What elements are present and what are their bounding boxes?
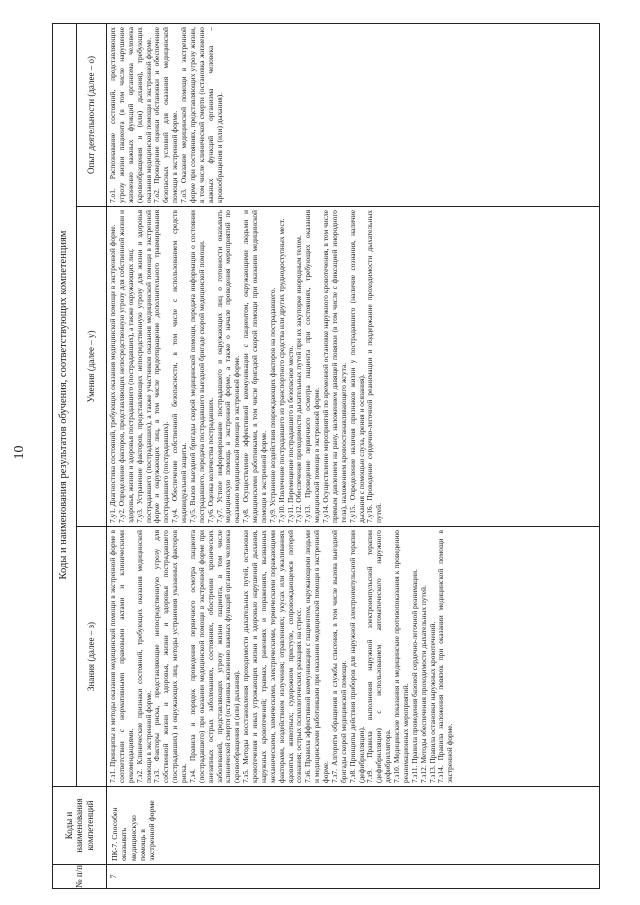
experience-item: 7.о1. Распознавание состояний, представляющих угрозу жизни пациента (в том числе нарушение жизненно важных функций организма человека (кровообращения и (или) дыхания), требующих оказания медицинской помощи в экстренной форме. xyxy=(108,27,153,203)
header-skills: Умения (далее – у) xyxy=(77,206,107,526)
skill-item: 7.у6. Оценка количества пострадавших. xyxy=(205,397,215,523)
skill-item: 7.у12. Обеспечение проходимости дыхательных путей при их закупорке инородным телом. xyxy=(294,235,304,523)
knowledge-item: 7.з1. Принципы и методы оказания медицинской помощи в экстренной форме в соответствии с нормативными правовыми актами и клиническими рекомендациями. xyxy=(108,530,135,783)
skill-item: 7.у16. Проведение сердечно-легочной реанимации и поддержание проходимости дыхательных путей. xyxy=(365,210,384,523)
skill-item: 7.у10. Извлечение пострадавшего из транспортного средства или других труднодоступных мест. xyxy=(276,218,286,523)
knowledge-item: 7.з4. Правила и порядок проведения первичного осмотра пациента (пострадавшего) при оказании медицинской помощи в экстренной форме при внезапных острых заболеваниях, состояниях, обострении хронических заболеваний, представляющих угрозу жизни пациента, в том числе клинической смерти (остановка жизненно важных функций организма человека (кровообращения и (или) дыхания). xyxy=(187,530,242,783)
knowledge-item: 7.з5. Методы восстановления проходимости дыхательных путей, остановки кровотечения и иных угрожающих жизни и здоровью нарушений дыхания, наружных кровотечений; травмах, ранениях и поражениях, вызванных механическими, химическими, электрическими, термическими поражающими факторами, воздействием излучения; отравлениях; укусах или ужаливаниях ядовитых животных; судорожном приступе, сопровождающемся потерей сознания; острых психологических реакциях на стресс. xyxy=(241,530,304,783)
header-results-title: Коды и наименования результатов обучения, соответствующих компетенциям xyxy=(53,24,77,786)
knowledge-item: 7.з14. Правила наложения повязок при оказании медицинской помощи в экстренной форме. xyxy=(436,530,455,783)
skill-item: 7.у9. Устранение воздействия повреждающих факторов на пострадавшего. xyxy=(267,287,277,523)
knowledge-item: 7.з8. Принципы действия приборов для наружной электроимпульсной терапии (дефибрилляции). xyxy=(347,530,366,783)
competence-table xyxy=(52,23,600,889)
skill-item: 7.у2. Определение факторов, представляющих непосредственную угрозу для собственной жизни и здоровья, жизни и здоровья пострадавшего (пострадавших), а также окружающих лиц. xyxy=(116,210,135,523)
experience-item: 7.о2. Проведение оценки обстановки и обеспечение безопасных условий для оказания медицинской помощи в экстренной форме. xyxy=(152,27,180,203)
skill-item: 7.у5. Вызов выездной бригады скорой медицинской помощи, передача информации о состоянии пострадавшего, передача пострадавшего выездной бригаде скорой медицинской помощи. xyxy=(187,210,206,523)
header-experience: Опыт деятельности (далее – о) xyxy=(77,24,107,206)
knowledge-item: 7.з11. Правила проведения базовой сердечно-легочной реанимации. xyxy=(409,569,419,783)
knowledge-item: 7.з6. Правила эффективной коммуникации с пациентом, окружающими людьми и медицинскими работниками при оказании медицинской помощи в экстренной форме. xyxy=(303,530,330,783)
skill-item: 7.у4. Обеспечение собственной безопасности, в том числе с использованием средств индивидуальной защиты. xyxy=(170,210,188,523)
experience-item: 7.о3. Оказание медицинской помощи в экстренной форме при состояниях, представляющих угрозу жизни, в том числе клинической смерти (остановка жизненно важных функций организма человека – кровообращения и (или) дыхания). xyxy=(179,27,224,203)
skill-item: 7.у14. Осуществление мероприятий по временной остановке наружного кровотечения, в том числе прямым давлением на рану, наложением давящей повязки (в том числе с фиксацией инородного тела), наложением кровоостанавливающего жгута. xyxy=(321,210,348,523)
header-knowledge: Знания (далее – з) xyxy=(77,526,107,786)
knowledge-item: 7.з9. Правила выполнения наружной электроимпульсной терапии (дефибрилляции) с использованием автоматического наружного дефибриллятора. xyxy=(365,530,393,783)
knowledge-item: 7.з10. Медицинские показания и медицинские противопоказания к проведению реанимационных мероприятий. xyxy=(392,530,410,783)
skill-item: 7.у15. Определение наличия признаков жизни у пострадавшего (наличие сознания, наличие дыхания с помощью слуха, зрения и осязания). xyxy=(347,210,366,523)
knowledge-item: 7.з7. Алгоритм обращения в службы спасения, в том числе вызова выездной бригады скорой медицинской помощи. xyxy=(329,530,348,783)
knowledge-cell xyxy=(107,526,599,786)
skill-item: 7.у3. Устранение факторов, представляющих непосредственную угрозу для жизни и здоровья пострадавшего (пострадавших), а также участников оказания медицинской помощи в экстренной форме и окружающих лиц, в том числе предотвращение дополнительного травмирования пострадавшего (пострадавших). xyxy=(134,210,171,523)
skill-item: 7.у7. Устное информирование пострадавшего и окружающих лиц о готовности оказывать медицинскую помощь в экстренной форме, а также о начале проведения мероприятий по оказанию медицинской помощи в экстренной форме. xyxy=(214,210,242,523)
header-number: № п/п xyxy=(53,864,107,888)
knowledge-item: 7.з3. Факторы риска, представляющие непосредственную угрозу для собственной жизни и здоровья, жизни и здоровья пострадавшего (пострадавших) и окружающих лиц, методы устранения указанных факторов риска. xyxy=(152,530,188,783)
knowledge-item: 7.з12. Методы обеспечения проходимости дыхательных путей. xyxy=(418,585,428,783)
competence-code: ПК-7. Способен оказывать медицинскую помощь в экстренной форме xyxy=(107,786,599,864)
skill-item: 7.у13. Проведение первичного осмотра пациента при состояниях, требующих оказания медицинской помощи в экстренной форме. xyxy=(303,210,322,523)
skills-cell xyxy=(107,206,599,526)
skill-item: 7.у8. Осуществление эффективной коммуникации с пациентом, окружающими людьми и медицинскими работниками, в том числе бригадой скорой помощи при оказании медицинской помощи в экстренной форме. xyxy=(241,210,268,523)
header-codes: Коды и наименования компетенций xyxy=(53,786,107,864)
page-number: 10 xyxy=(12,445,27,460)
row-number: 7 xyxy=(107,864,599,888)
experience-cell xyxy=(107,24,599,206)
skill-item: 7.у1. Диагностика состояний, требующих оказания медицинской помощи в экстренной форме. xyxy=(108,224,117,523)
skill-item: 7.у11. Перемещение пострадавшего в безопасное место. xyxy=(285,345,295,523)
knowledge-item: 7.з2. Клинические признаки состояний, требующих оказания медицинской помощи в экстренной форме. xyxy=(134,530,153,783)
knowledge-item: 7.з13. Правила остановки наружных кровотечений. xyxy=(427,621,437,783)
